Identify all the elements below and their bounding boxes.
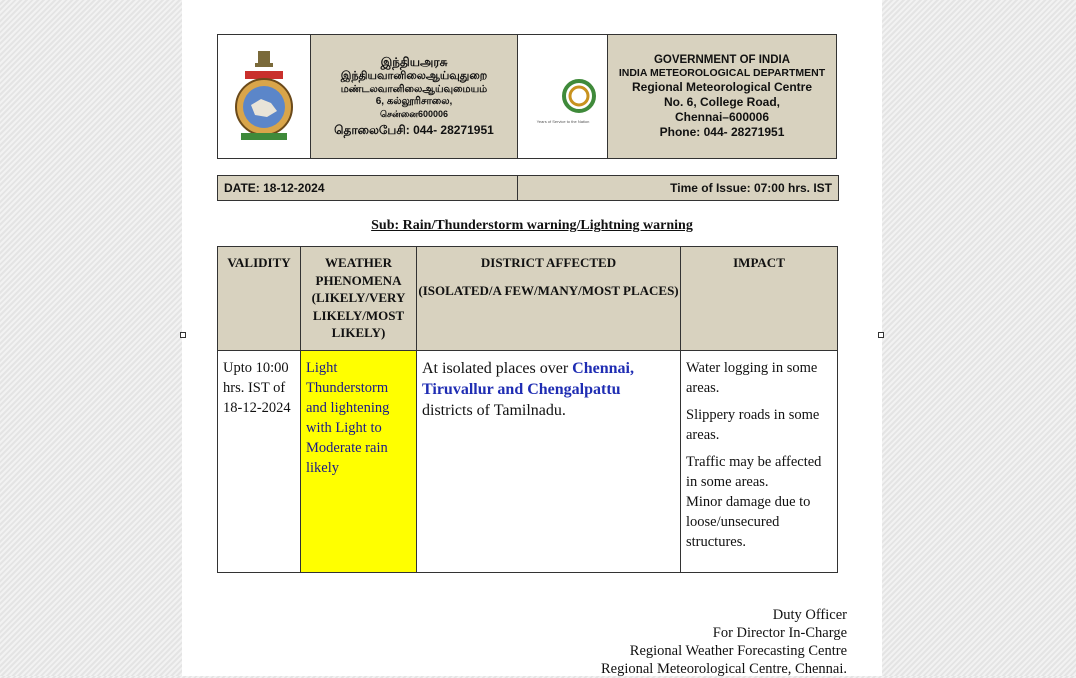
letterhead [217,34,837,159]
header-impact: IMPACT [681,247,838,351]
logo-tagline: Years of Service to the Nation [536,118,589,124]
time-of-issue: Time of Issue: 07:00 hrs. IST [670,181,832,195]
issue-date: DATE: 18-12-2024 [218,176,518,200]
signature-line-4: Regional Meteorological Centre, Chennai. [600,661,847,677]
signature-line-2: For Director In-Charge [712,625,847,641]
imd-150-logo-cell [518,35,608,158]
resize-handle-left[interactable] [180,332,186,338]
tamil-line-1: இந்தியஅரசு [380,55,448,69]
imd-150-logo-icon [523,67,603,127]
impact-item: Water logging in some areas. [686,360,818,396]
impact-item: Minor damage due to loose/unsecured structures. [686,494,811,550]
imd-emblem-icon [231,49,297,145]
imd-emblem-cell [218,35,311,158]
english-line-4: No. 6, College Road, [663,95,780,110]
impact-item: Slippery roads in some areas. [686,407,820,443]
english-phone: Phone: 044- 28271951 [659,125,785,140]
tamil-address-cell [311,35,518,158]
warning-table [217,246,838,573]
english-line-1: GOVERNMENT OF INDIA [653,53,791,66]
tamil-line-3: மண்டலவானிலைஆய்வுமையம் [340,83,488,95]
table-row [218,351,838,573]
tamil-line-4: 6, கல்லூரிசாலை, [375,96,453,108]
subject-line: Sub: Rain/Thunderstorm warning/Lightning warning [371,218,693,233]
tamil-phone: தொலைபேசி: 044- 28271951 [334,123,494,137]
district-prefix: At isolated places over [422,360,573,377]
tamil-line-2: இந்தியவானிலைஆய்வுதுறை [340,70,488,82]
english-line-2: INDIA METEOROLOGICAL DEPARTMENT [618,67,826,80]
validity-cell: Upto 10:00 hrs. IST of 18-12-2024 [218,351,301,573]
english-line-5: Chennai–600006 [674,110,770,125]
header-phenomena: WEATHER PHENOMENA (LIKELY/VERY LIKELY/MOST LIKELY) [301,247,417,351]
signature-line-1: Duty Officer [772,607,847,623]
date-bar [217,175,839,201]
impact-item: Traffic may be affected in some areas. [686,454,822,490]
phenomena-cell: Light Thunderstorm and lightening with Light to Moderate rain likely [301,351,417,573]
english-address-cell [608,35,836,158]
district-cell [417,351,681,573]
signature-block [601,606,847,678]
header-district [417,247,681,351]
resize-handle-right[interactable] [878,332,884,338]
header-validity: VALIDITY [218,247,301,351]
english-line-3: Regional Meteorological Centre [631,80,813,95]
district-places: Chennai, Tiruvallur and Chengalpattu [422,360,634,398]
district-suffix: districts of Tamilnadu. [422,402,566,419]
table-header-row [218,247,838,351]
signature-line-3: Regional Weather Forecasting Centre [629,643,847,659]
header-district-sub: (ISOLATED/A FEW/MANY/MOST PLACES) [418,282,679,298]
tamil-line-5: சென்னை600006 [380,108,448,119]
header-district-title: DISTRICT AFFECTED [480,255,617,270]
impact-cell [681,351,838,573]
document-page [182,0,882,676]
